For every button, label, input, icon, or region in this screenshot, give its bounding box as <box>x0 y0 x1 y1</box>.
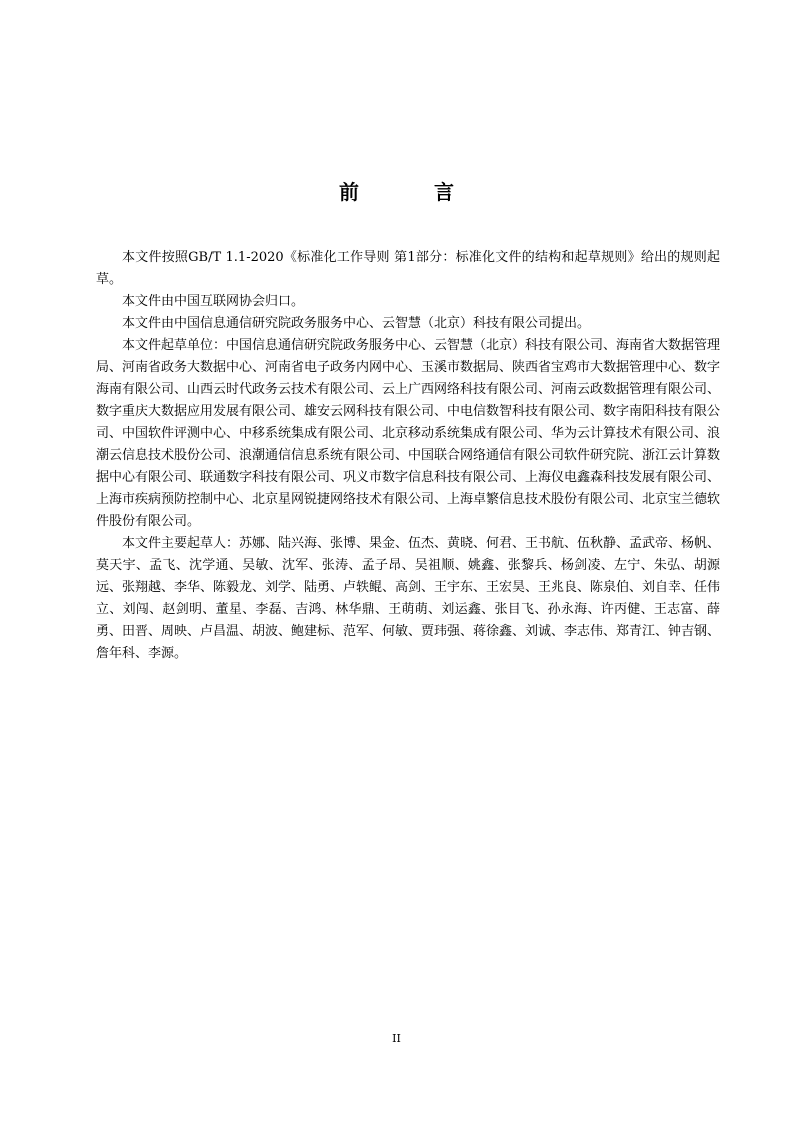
page-title: 前 言 <box>339 180 488 204</box>
page-number: II <box>392 1032 401 1045</box>
foreword-body <box>96 247 720 665</box>
paragraph-administration: 本文件由中国互联网协会归口。 <box>122 294 305 309</box>
paragraph-drafting-rules: 本文件按照GB/T 1.1-2020《标准化工作导则 第1部分：标准化文件的结构和起草规则》给出的规则起草。 <box>96 250 720 287</box>
paragraph-drafters: 本文件主要起草人：苏娜、陆兴海、张博、果金、伍杰、黄晓、何君、王书航、伍秋静、孟武帝、杨帆、莫天宇、孟飞、沈学通、吴敏、沈军、张涛、孟子昂、吴祖顺、姚鑫、张黎兵、杨剑凌、左宁、朱弘、胡源远、张翔越、李华、陈毅龙、刘学、陆勇、卢轶鲲、高剑、王宇东、王宏昊、王兆良、陈泉伯、刘自幸、任伟立、刘闯、赵剑明、董星、李磊、吉鸿、林华鼎、王萌萌、刘运鑫、张目飞、孙永海、许丙健、王志富、薛勇、田晋、周映、卢昌温、胡波、鲍建标、范军、何敏、贾玮强、蒋徐鑫、刘诚、李志伟、郑青江、钟吉钢、詹年科、李源。 <box>96 536 721 661</box>
paragraph-proposer: 本文件由中国信息通信研究院政务服务中心、云智慧（北京）科技有限公司提出。 <box>122 316 591 331</box>
paragraph-drafting-units: 本文件起草单位：中国信息通信研究院政务服务中心、云智慧（北京）科技有限公司、海南省大数据管理局、河南省政务大数据中心、河南省电子政务内网中心、玉溪市数据局、陕西省宝鸡市大数据管理中心、数字海南有限公司、山西云时代政务云技术有限公司、云上广西网络科技有限公司、河南云政数据管理有限公司、数字重庆大数据应用发展有限公司、雄安云网科技有限公司、中电信数智科技有限公司、数字南阳科技有限公司、中国软件评测中心、中移系统集成有限公司、北京移动系统集成有限公司、华为云计算技术有限公司、浪潮云信息技术股份公司、浪潮通信信息系统有限公司、中国联合网络通信有限公司软件研究院、浙江云计算数据中心有限公司、联通数字科技有限公司、巩义市数字信息科技有限公司、上海仪电鑫森科技发展有限公司、上海市疾病预防控制中心、北京星网锐捷网络技术有限公司、上海卓繁信息技术股份有限公司、北京宝兰德软件股份有限公司。 <box>96 338 721 529</box>
